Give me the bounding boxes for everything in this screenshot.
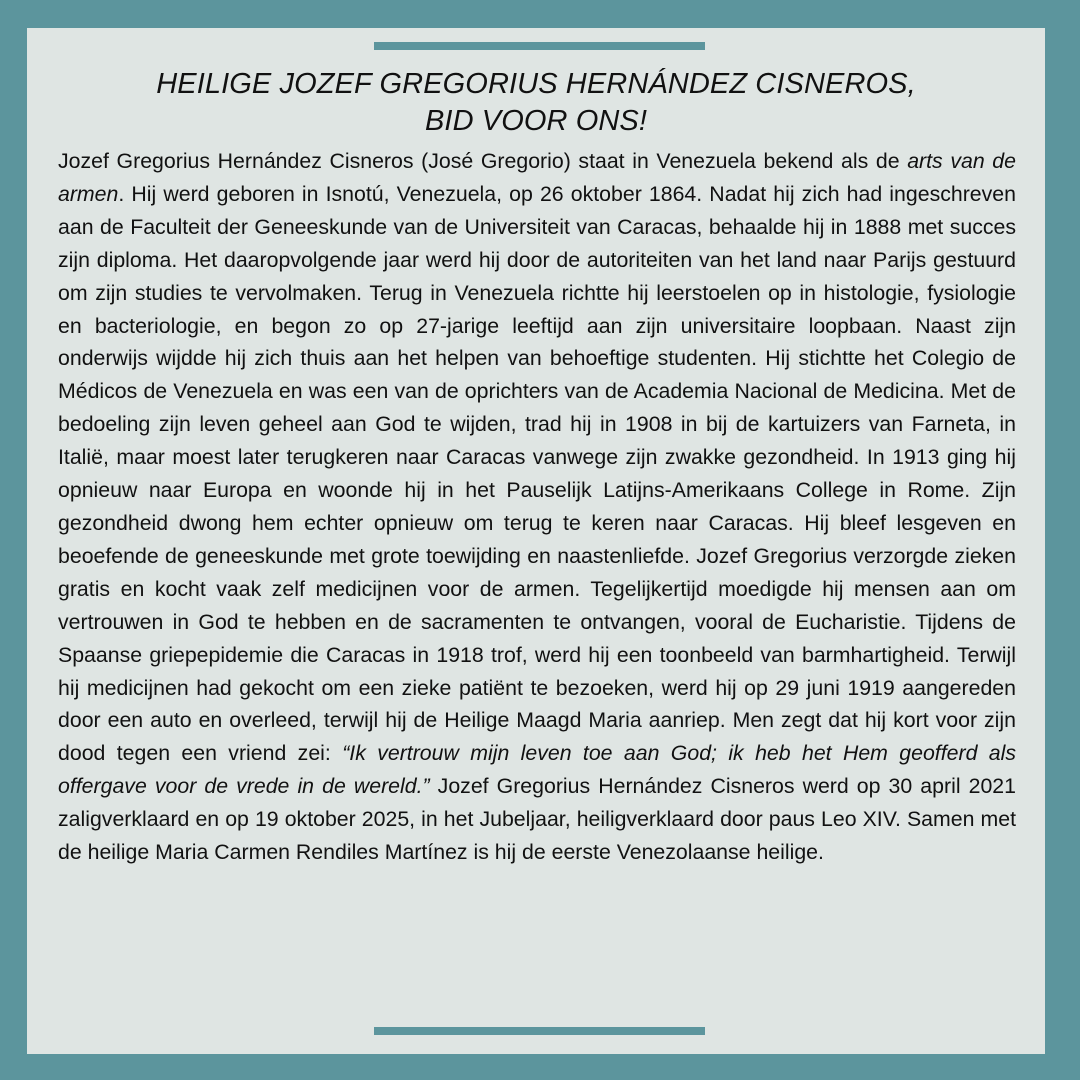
quote-italic: “Ik vertrouw mijn leven toe aan God; ik heb het Hem geofferd als offergave voor de vrede in de wereld.” [58,741,1017,799]
top-decorative-bar [374,42,705,50]
body-text-end: Jozef Gregorius Hernández Cisneros werd op 30 april 2021 zaligverklaard en op 19 oktober 2025, in het Jubeljaar, heiligverklaard door paus Leo XIV. Samen met de heilige Maria Carmen Rendiles Martínez is hij de eerste Venezolaanse heilige. [58,774,1016,865]
body-text-start: Jozef Gregorius Hernández Cisneros (José Gregorio) staat in Venezuela bekend als de [58,149,908,173]
title-line-1: HEILIGE JOZEF GREGORIUS HERNÁNDEZ CISNEROS, [156,68,916,100]
body-text-middle: . Hij werd geboren in Isnotú, Venezuela, op 26 oktober 1864. Nadat hij zich had ingeschreven aan de Faculteit der Geneeskunde van de Universiteit van Caracas, behaalde hij in 1888 met succes zijn diploma. Het daaropvolgende jaar werd hij door de autoriteiten van het land naar Parijs gestuurd om zijn studies te vervolmaken. Terug in Venezuela richtte hij leerstoelen op in histologie, fysiologie en bacteriologie, en begon zo op 27-jarige leeftijd aan zijn universitaire loopbaan. Naast zijn onderwijs wijdde hij zich thuis aan het helpen van behoeftige studenten. Hij stichtte het Colegio de Médicos de Venezuela en was een van de oprichters van de Academia Nacional de Medicina. Met de bedoeling zijn leven geheel aan God te wijden, trad hij in 1908 in bij de kartuizers van Farneta, in Italië, maar moest later terugkeren naar Caracas vanwege zijn zwakke gezondheid. In 1913 ging hij opnieuw naar Europa en woonde hij in het Pauselijk Latijns-Amerikaans College in Rome. Zijn gezondheid dwong hem echter opnieuw om terug te keren naar Caracas. Hij bleef lesgeven en beoefende de geneeskunde met grote toewijding en naastenliefde. Jozef Gregorius verzorgde zieken gratis en kocht vaak zelf medicijnen voor de armen. Tegelijkertijd moedigde hij mensen aan om vertrouwen in God te hebben en de sacramenten te ontvangen, vooral de Eucharistie. Tijdens de Spaanse griepepidemie die Caracas in 1918 trof, werd hij een toonbeeld van barmhartigheid. Terwijl hij medicijnen had gekocht om een zieke patiënt te bezoeken, werd hij op 29 juni 1919 aangereden door een auto en overleed, terwijl hij de Heilige Maagd Maria aanriep. Men zegt dat hij kort voor zijn dood tegen een vriend zei: [58,181,1016,766]
content-panel [27,28,1045,1054]
page-title [27,66,1045,140]
bottom-decorative-bar [374,1027,705,1035]
biography-paragraph [58,145,1016,869]
body-italic-phrase: arts van de armen [58,149,1016,206]
title-line-2: BID VOOR ONS! [424,105,648,137]
